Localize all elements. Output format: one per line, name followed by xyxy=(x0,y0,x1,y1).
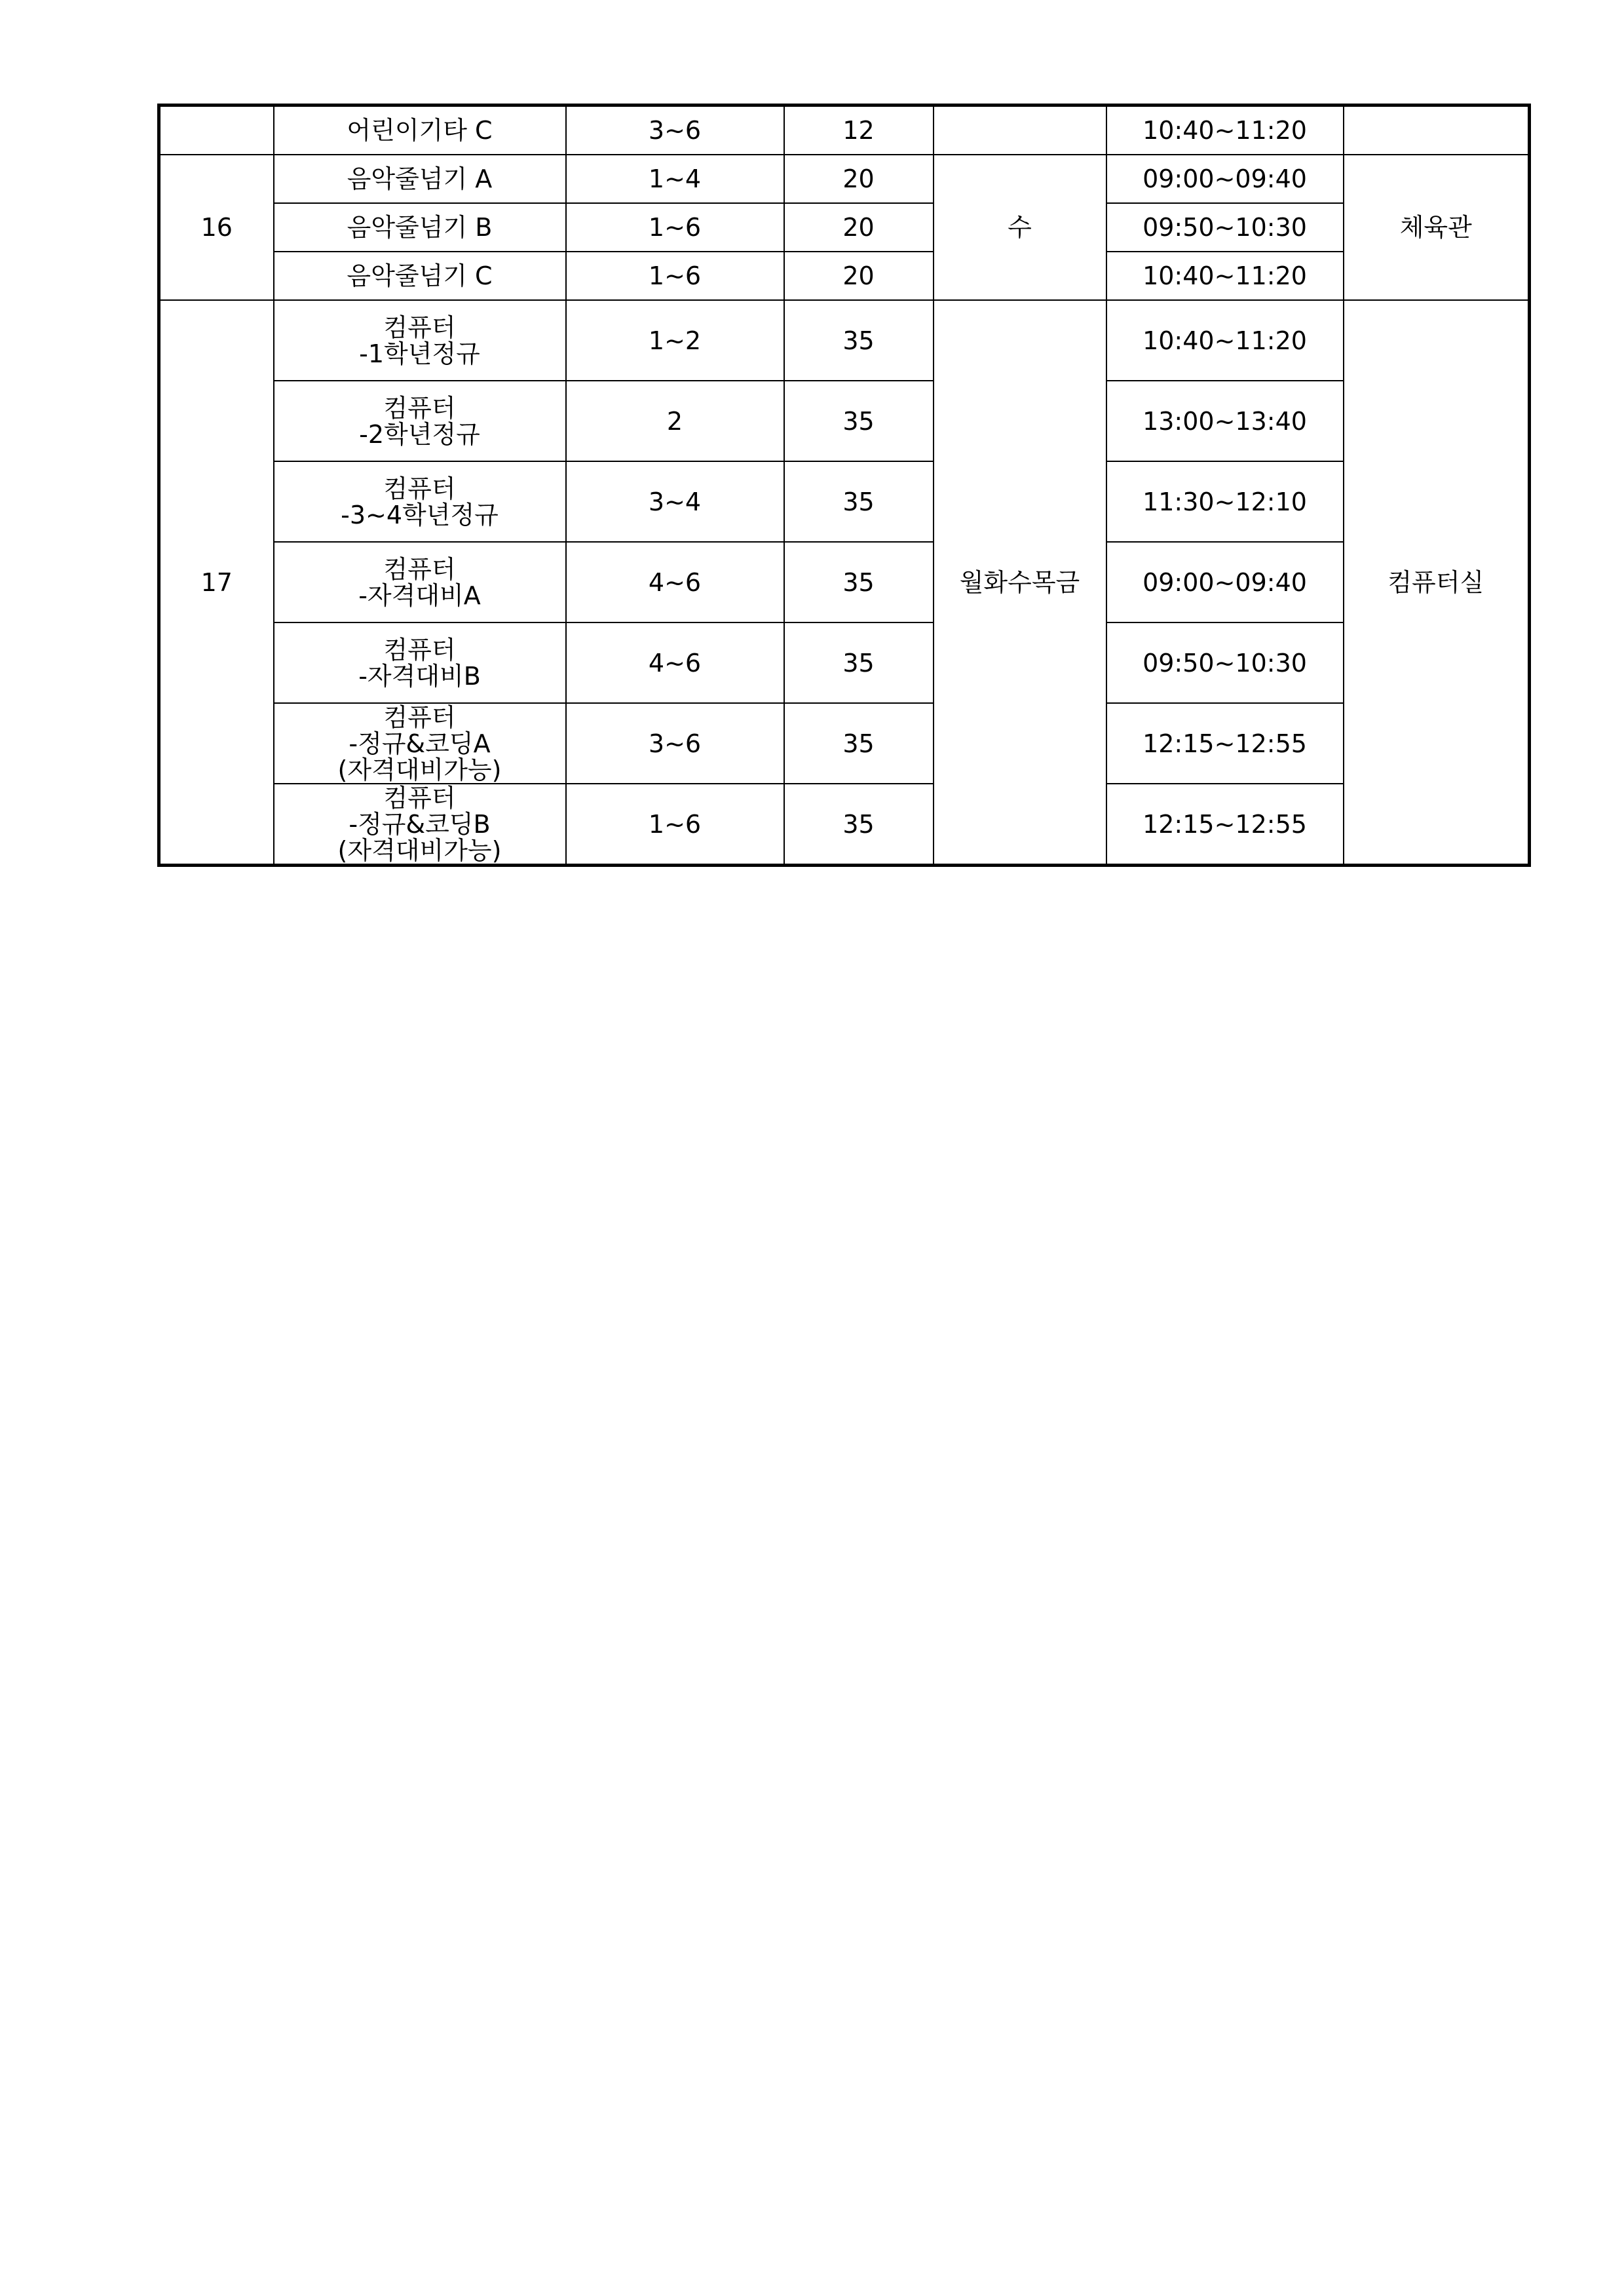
table-row xyxy=(159,252,1530,300)
program-schedule-table xyxy=(157,104,1531,867)
time-cell: 09:00~09:40 xyxy=(1106,155,1344,203)
program-name-line: -정규&코딩A xyxy=(349,729,491,758)
grade-cell: 3~4 xyxy=(566,461,784,542)
program-name-cell xyxy=(274,252,566,300)
program-name-line: 음악줄넘기 C xyxy=(347,261,493,290)
table-row xyxy=(159,461,1530,542)
program-name-cell xyxy=(274,784,566,866)
program-name-line: 컴퓨터 xyxy=(383,313,456,342)
time-cell: 10:40~11:20 xyxy=(1106,300,1344,381)
program-name-line: 컴퓨터 xyxy=(383,703,456,732)
program-name-cell xyxy=(274,300,566,381)
row-number-cell: 17 xyxy=(159,300,274,866)
time-cell: 12:15~12:55 xyxy=(1106,703,1344,784)
time-cell: 09:50~10:30 xyxy=(1106,622,1344,703)
program-name-cell xyxy=(274,542,566,622)
table-row xyxy=(159,105,1530,155)
capacity-cell: 20 xyxy=(784,155,934,203)
table-row xyxy=(159,300,1530,381)
capacity-cell: 12 xyxy=(784,105,934,155)
place-cell xyxy=(1344,105,1530,155)
program-name-cell xyxy=(274,203,566,252)
program-name-line: 음악줄넘기 A xyxy=(347,164,493,193)
program-name-line: 컴퓨터 xyxy=(383,784,456,813)
program-name-cell xyxy=(274,703,566,784)
place-cell: 컴퓨터실 xyxy=(1344,300,1530,866)
program-name-line: -2학년정규 xyxy=(359,419,480,449)
program-name-line: 어린이기타 C xyxy=(347,116,493,145)
table-row xyxy=(159,203,1530,252)
program-name-line: -1학년정규 xyxy=(359,339,480,368)
schedule-sheet xyxy=(157,104,1528,867)
program-name-line: 컴퓨터 xyxy=(383,474,456,503)
time-cell: 11:30~12:10 xyxy=(1106,461,1344,542)
grade-cell: 1~6 xyxy=(566,784,784,866)
table-row xyxy=(159,703,1530,784)
grade-cell: 1~6 xyxy=(566,252,784,300)
capacity-cell: 20 xyxy=(784,203,934,252)
days-cell xyxy=(934,105,1106,155)
time-cell: 09:50~10:30 xyxy=(1106,203,1344,252)
program-name-line: 컴퓨터 xyxy=(383,393,456,423)
table-row xyxy=(159,622,1530,703)
table-row xyxy=(159,784,1530,866)
program-name-cell xyxy=(274,461,566,542)
program-name-cell xyxy=(274,155,566,203)
grade-cell: 2 xyxy=(566,381,784,461)
program-name-line: 컴퓨터 xyxy=(383,635,456,664)
program-name-line: -자격대비A xyxy=(358,581,481,610)
table-row xyxy=(159,381,1530,461)
days-cell: 월화수목금 xyxy=(934,300,1106,866)
capacity-cell: 35 xyxy=(784,381,934,461)
place-cell: 체육관 xyxy=(1344,155,1530,300)
table-row xyxy=(159,542,1530,622)
time-cell: 12:15~12:55 xyxy=(1106,784,1344,866)
capacity-cell: 35 xyxy=(784,622,934,703)
grade-cell: 4~6 xyxy=(566,622,784,703)
program-name-cell xyxy=(274,622,566,703)
program-name-line: 컴퓨터 xyxy=(383,554,456,584)
grade-cell: 1~2 xyxy=(566,300,784,381)
program-name-cell xyxy=(274,381,566,461)
program-name-line: 음악줄넘기 B xyxy=(347,213,493,242)
time-cell: 10:40~11:20 xyxy=(1106,252,1344,300)
time-cell: 13:00~13:40 xyxy=(1106,381,1344,461)
capacity-cell: 35 xyxy=(784,300,934,381)
time-cell: 10:40~11:20 xyxy=(1106,105,1344,155)
days-cell: 수 xyxy=(934,155,1106,300)
program-name-line: -3~4학년정규 xyxy=(341,500,499,529)
program-name-line: -자격대비B xyxy=(358,661,481,691)
capacity-cell: 20 xyxy=(784,252,934,300)
capacity-cell: 35 xyxy=(784,542,934,622)
table-row xyxy=(159,155,1530,203)
capacity-cell: 35 xyxy=(784,461,934,542)
grade-cell: 1~4 xyxy=(566,155,784,203)
grade-cell: 3~6 xyxy=(566,105,784,155)
row-number-cell xyxy=(159,105,274,155)
grade-cell: 4~6 xyxy=(566,542,784,622)
time-cell: 09:00~09:40 xyxy=(1106,542,1344,622)
grade-cell: 3~6 xyxy=(566,703,784,784)
program-name-cell xyxy=(274,105,566,155)
capacity-cell: 35 xyxy=(784,784,934,866)
program-name-line: (자격대비가능) xyxy=(337,755,502,784)
grade-cell: 1~6 xyxy=(566,203,784,252)
capacity-cell: 35 xyxy=(784,703,934,784)
program-name-line: (자격대비가능) xyxy=(337,835,502,865)
row-number-cell: 16 xyxy=(159,155,274,300)
program-name-line: -정규&코딩B xyxy=(349,809,491,839)
